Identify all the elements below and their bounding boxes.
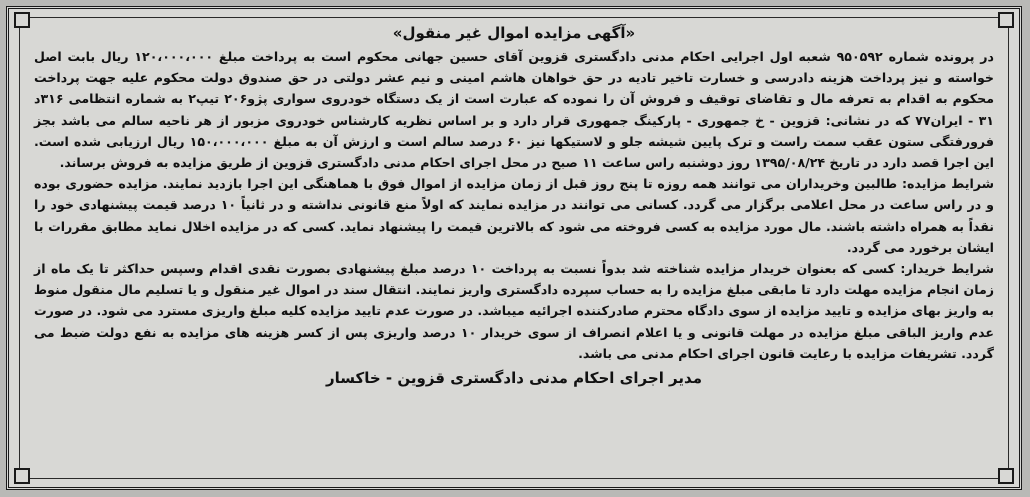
notice-content xyxy=(34,18,994,478)
notice-title: «آگهی مزایده اموال غیر منقول» xyxy=(392,24,636,42)
corner-ornament xyxy=(998,468,1014,484)
notice-frame xyxy=(6,6,1022,490)
notice-inner-border xyxy=(19,17,1009,479)
corner-ornament xyxy=(14,12,30,28)
notice-body: در پرونده شماره ۹۵۰۵۹۲ شعبه اول اجرایی احکام مدنی دادگستری قزوین آقای حسین جهانی محکوم است به پرداخت مبلغ ۱۲۰،۰۰۰،۰۰۰ ریال بابت اصل خواسته و نیز پرداخت هزینه دادرسی و خسارت تاخیر تادیه در حق خواهان هاشم امینی و نیم عشر دولتی در حق صندوق دولت محکوم علیه جهت پرداخت محکوم به اقدام به تعرفه مال و تقاضای توقیف و فروش آن را نموده که عبارت است از یک دستگاه خودروی سواری پژو۲۰۶ تیپ۲ به شماره انتظامی ۳۱۶د ۳۱ - ایران۷۷ که در نشانی: قزوین - خ جمهوری - پارکینگ جمهوری قرار دارد و بر اساس نظریه کارشناس خودروی مزبور از هر ناحیه سالم می باشد بجز فرورفتگی ستون عقب سمت راست و ترک پایین شیشه جلو و لاستیکها نیز ۶۰ درصد سالم است و ارزش آن به مبلغ ۱۵۰،۰۰۰،۰۰۰ ریال ارزیابی شده است. این اجرا قصد دارد در تاریخ ۱۳۹۵/۰۸/۲۴ روز دوشنبه راس ساعت ۱۱ صبح در محل اجرای احکام مدنی دادگستری قزوین از طریق مزایده به فروش برساند. xyxy=(34,49,995,171)
corner-ornament xyxy=(14,468,30,484)
auction-conditions: شرایط مزایده: طالبین وخریداران می توانند همه روزه تا پنج روز قبل از زمان مزایده از اموال فوق با هماهنگی این اجرا بازدید نمایند. مزایده حضوری بوده و در راس ساعت در محل اعلامی برگزار می گردد. کسانی می توانند در مزایده نمایند که اولاً منع قانونی نداشته و در ثانیاً ۱۰ درصد قیمت پیشنهادی خود را نقداً به همراه داشته باشند. مال مورد مزایده به کسی فروخته می شود که بالاترین قیمت را پیشنهاد نماید. کسی که در مزایده اخلال نماید مطابق مقررات با ایشان برخورد می گردد. xyxy=(34,176,994,255)
notice-signature: مدیر اجرای احکام مدنی دادگستری قزوین - خاکسار xyxy=(326,369,702,388)
buyer-conditions: شرایط خریدار: کسی که بعنوان خریدار مزایده شناخته شد بدواً نسبت به پرداخت ۱۰ درصد مبلغ پیشنهادی بصورت نقدی اقدام وسپس حداکثر تا یک ماه از زمان انجام مزایده مهلت دارد تا مابقی مبلغ مزایده را به حساب سپرده دادگستری واریز نمایند. انتقال سند در اموال غیر منقول و یا تسلیم مال منقول منوط به واریز بهای مزایده و تایید مزایده از سوی دادگاه محترم صادرکننده اجرائیه میباشد. در صورت عدم تایید مزایده کلیه مبلغ واریزی مسترد می شود. در صورت عدم واریز الباقی مبلغ مزایده در مهلت قانونی و یا اعلام انصراف از سوی خریدار ۱۰ درصد واریزی پس از کسر هزینه های مزایده به نفع دولت ضبط می گردد. تشریفات مزایده با رعایت قانون اجرای احکام مدنی می باشد. xyxy=(34,261,995,361)
corner-ornament xyxy=(998,12,1014,28)
